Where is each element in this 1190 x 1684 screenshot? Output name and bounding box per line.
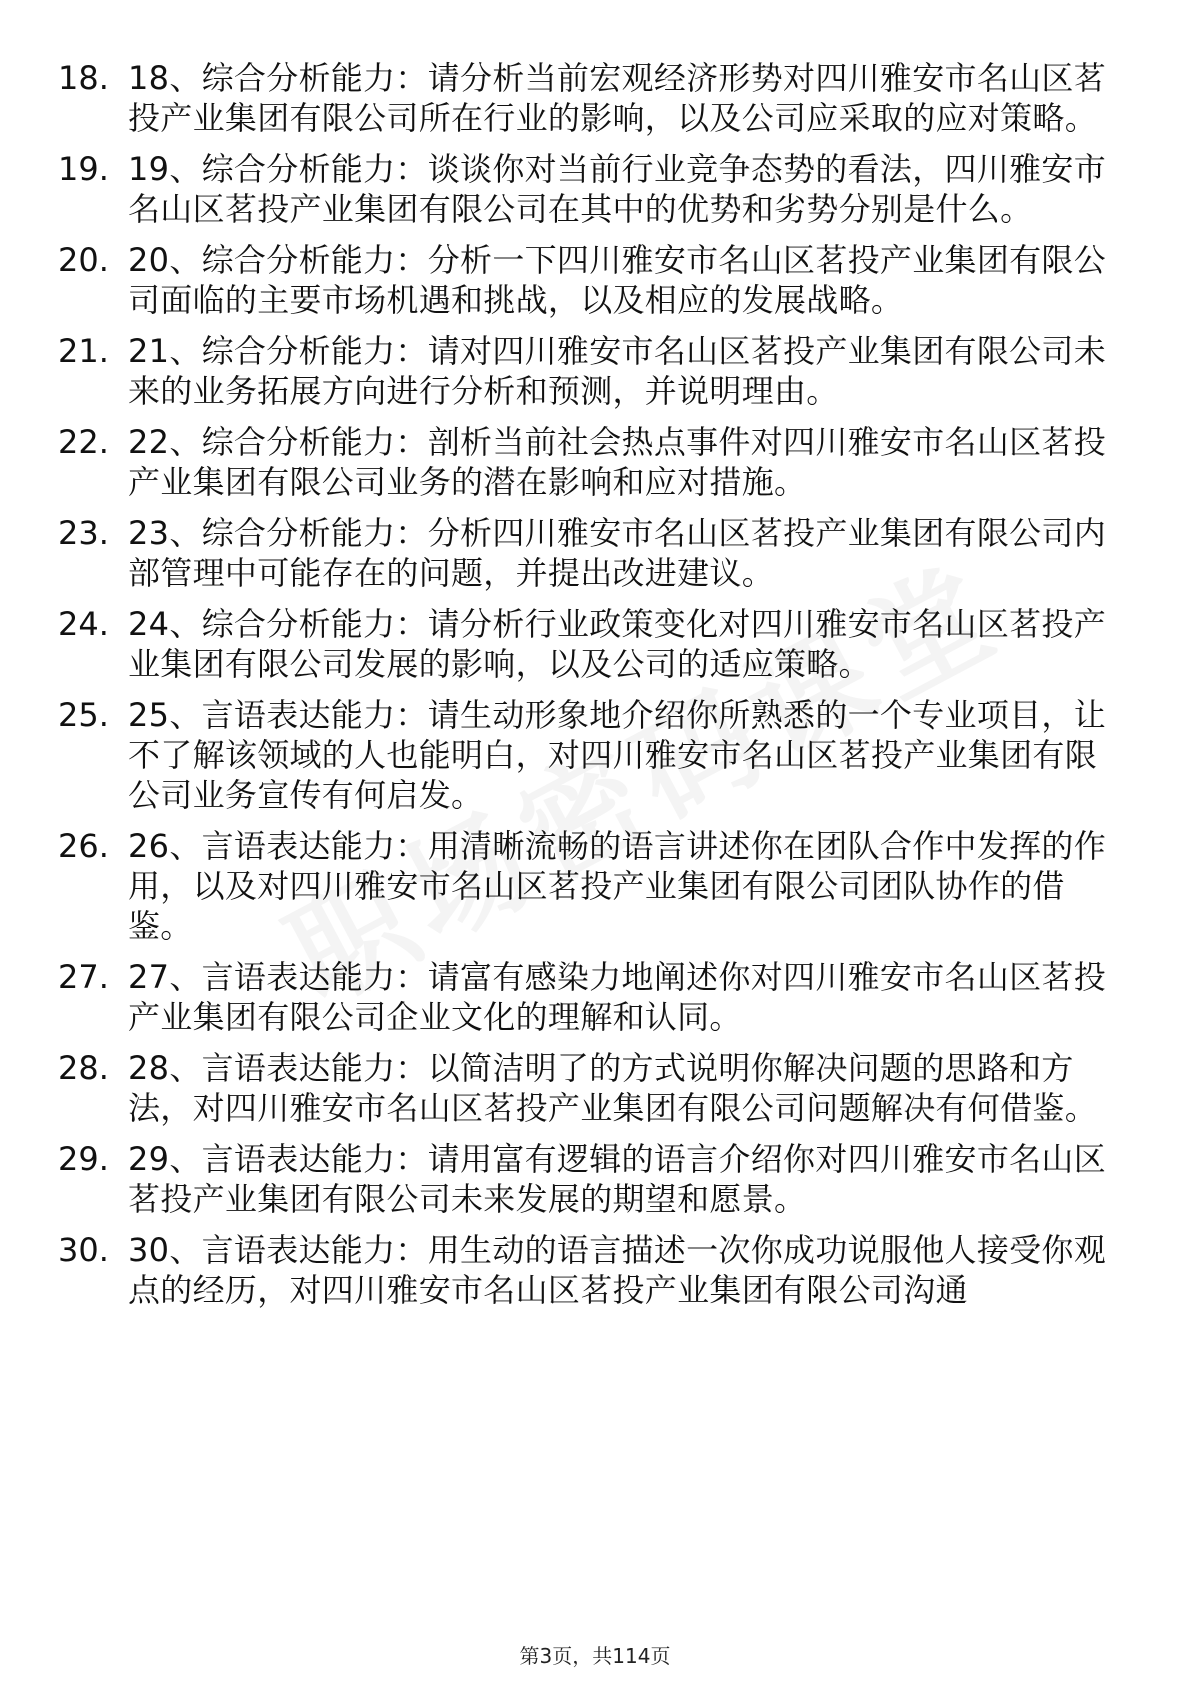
list-item: [58, 149, 1108, 229]
list-item: [58, 1230, 1108, 1310]
list-item-text: 20、综合分析能力：分析一下四川雅安市名山区茗投产业集团有限公司面临的主要市场机遇和挑战，以及相应的发展战略。: [128, 241, 1107, 319]
list-item-text: 23、综合分析能力：分析四川雅安市名山区茗投产业集团有限公司内部管理中可能存在的问题，并提出改进建议。: [128, 514, 1107, 592]
list-item-number: 22.: [58, 423, 109, 461]
list-item-text: 28、言语表达能力：以简洁明了的方式说明你解决问题的思路和方法，对四川雅安市名山区茗投产业集团有限公司问题解决有何借鉴。: [128, 1049, 1098, 1127]
list-item: [58, 513, 1108, 593]
list-item: [58, 957, 1108, 1037]
page-footer: 第3页，共114页: [519, 1644, 671, 1668]
list-item-text: 27、言语表达能力：请富有感染力地阐述你对四川雅安市名山区茗投产业集团有限公司企业文化的理解和认同。: [128, 958, 1107, 1036]
question-list: [58, 58, 1108, 1321]
list-item-number: 18.: [58, 59, 109, 97]
list-item: [58, 695, 1108, 815]
list-item-text: 29、言语表达能力：请用富有逻辑的语言介绍你对四川雅安市名山区茗投产业集团有限公司未来发展的期望和愿景。: [128, 1140, 1107, 1218]
list-item: [58, 1139, 1108, 1219]
list-item-number: 28.: [58, 1049, 109, 1087]
list-item: [58, 826, 1108, 946]
list-item-number: 26.: [58, 827, 109, 865]
list-item-number: 29.: [58, 1140, 109, 1178]
list-item-number: 21.: [58, 332, 109, 370]
list-item-text: 19、综合分析能力：谈谈你对当前行业竞争态势的看法，四川雅安市名山区茗投产业集团有限公司在其中的优势和劣势分别是什么。: [128, 150, 1107, 228]
list-item-text: 30、言语表达能力：用生动的语言描述一次你成功说服他人接受你观点的经历，对四川雅安市名山区茗投产业集团有限公司沟通: [128, 1231, 1107, 1309]
list-item: [58, 240, 1108, 320]
list-item-number: 27.: [58, 958, 109, 996]
list-item-text: 21、综合分析能力：请对四川雅安市名山区茗投产业集团有限公司未来的业务拓展方向进行分析和预测，并说明理由。: [128, 332, 1107, 410]
list-item: [58, 422, 1108, 502]
list-item-number: 24.: [58, 605, 109, 643]
list-item-number: 25.: [58, 696, 109, 734]
list-item-number: 20.: [58, 241, 109, 279]
list-item-text: 22、综合分析能力：剖析当前社会热点事件对四川雅安市名山区茗投产业集团有限公司业务的潜在影响和应对措施。: [128, 423, 1107, 501]
list-item-text: 26、言语表达能力：用清晰流畅的语言讲述你在团队合作中发挥的作用，以及对四川雅安市名山区茗投产业集团有限公司团队协作的借鉴。: [128, 827, 1107, 945]
list-item-number: 19.: [58, 150, 109, 188]
list-item-text: 18、综合分析能力：请分析当前宏观经济形势对四川雅安市名山区茗投产业集团有限公司所在行业的影响，以及公司应采取的应对策略。: [128, 59, 1107, 137]
list-item-text: 25、言语表达能力：请生动形象地介绍你所熟悉的一个专业项目，让不了解该领域的人也能明白，对四川雅安市名山区茗投产业集团有限公司业务宣传有何启发。: [128, 696, 1107, 814]
list-item: [58, 58, 1108, 138]
list-item-number: 23.: [58, 514, 109, 552]
list-item: [58, 604, 1108, 684]
list-item-number: 30.: [58, 1231, 109, 1269]
list-item: [58, 331, 1108, 411]
list-item: [58, 1048, 1108, 1128]
list-item-text: 24、综合分析能力：请分析行业政策变化对四川雅安市名山区茗投产业集团有限公司发展的影响，以及公司的适应策略。: [128, 605, 1107, 683]
